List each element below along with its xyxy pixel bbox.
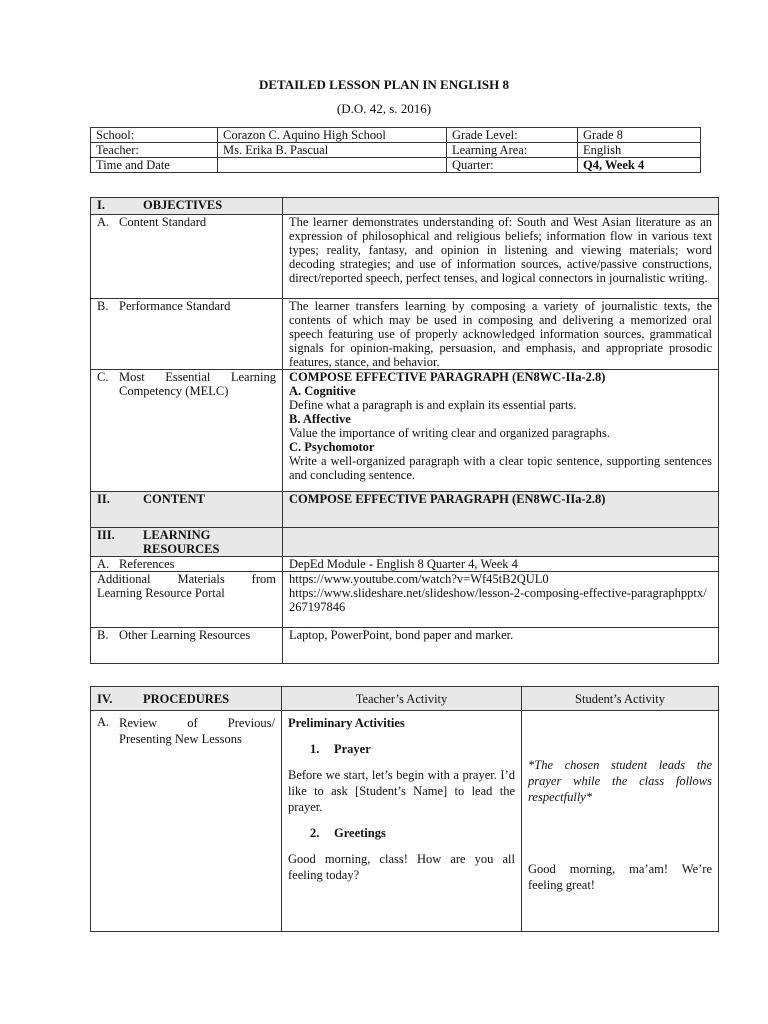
time-date-value — [218, 158, 447, 173]
document-title: DETAILED LESSON PLAN IN ENGLISH 8 — [258, 77, 510, 92]
prayer-title: Prayer — [334, 742, 371, 756]
objectives-table — [90, 197, 719, 664]
learning-resources-heading-blank — [283, 528, 719, 557]
learning-resources-heading — [91, 528, 283, 557]
section-title: OBJECTIVES — [143, 198, 223, 212]
table-row — [91, 528, 719, 557]
content-heading — [91, 492, 283, 528]
additional-materials-label: Additional Materials from Learning Resource Portal — [91, 572, 283, 628]
table-row — [91, 299, 719, 370]
other-resources-text: Laptop, PowerPoint, bond paper and marker. — [283, 628, 719, 664]
table-row — [91, 198, 719, 215]
table-row — [91, 370, 719, 492]
references-text: DepEd Module - English 8 Quarter 4, Week 4 — [283, 557, 719, 572]
performance-standard-text: The learner transfers learning by composing a variety of journalistic texts, the contents of which may be used in composing and delivering a memorized oral speech featuring use of properly acknowledged information sources, grammatical signals for opinion-making, persuasion, and emphasis, and appropriate prosodic features, stance, and behavior. — [283, 299, 719, 370]
content-text: COMPOSE EFFECTIVE PARAGRAPH (EN8WC-IIa-2.8) — [283, 492, 719, 528]
section-number: II. — [97, 492, 110, 506]
table-row — [91, 143, 701, 158]
school-value: Corazon C. Aquino High School — [218, 128, 447, 143]
section-title: PROCEDURES — [143, 691, 230, 706]
other-resources-label-cell — [91, 628, 283, 664]
table-row — [91, 572, 719, 628]
table-row — [91, 158, 701, 173]
objectives-heading — [91, 198, 283, 215]
melc-content-cell — [283, 370, 719, 492]
melc-label-cell — [91, 370, 283, 492]
section-number: IV. — [97, 691, 113, 706]
greetings-number: 2. — [310, 826, 320, 840]
performance-standard-label: Performance Standard — [119, 299, 231, 313]
psychomotor-text: Write a well-organized paragraph with a clear topic sentence, supporting sentences and concluding sentence. — [289, 454, 712, 482]
student-prayer-text: *The chosen student leads the prayer while the class follows respectfully* — [528, 758, 712, 804]
section-title: LEARNING RESOURCES — [143, 528, 220, 556]
table-row — [91, 711, 719, 932]
prayer-number: 1. — [310, 742, 320, 756]
item-letter: B. — [97, 628, 109, 642]
learning-area-value: English — [578, 143, 701, 158]
slideshare-link[interactable]: https://www.slideshare.net/slideshow/lesson-2-composing-effective-paragraphpptx/267197846 — [289, 586, 707, 614]
section-title: CONTENT — [143, 492, 205, 506]
content-standard-label-cell — [91, 215, 283, 299]
item-letter: A. — [97, 715, 110, 729]
header-info-table — [90, 127, 701, 173]
other-resources-label: Other Learning Resources — [119, 628, 251, 642]
greetings-text: Good morning, class! How are you all feeling today? — [288, 852, 515, 882]
item-letter: C. — [97, 370, 109, 384]
content-standard-text: The learner demonstrates understanding of: South and West Asian literature as an expression of philosophical and religious beliefs; information flow in various text types; reality, fantasy, and opinion in listening and viewing materials; word decoding strategies; and use of information sources, active/passive constructions, direct/reported speech, perfect tenses, and logical connectors in journalistic writing. — [283, 215, 719, 299]
section-number: III. — [97, 528, 115, 542]
cognitive-text: Define what a paragraph is and explain its essential parts. — [289, 398, 577, 412]
affective-text: Value the importance of writing clear and organized paragraphs. — [289, 426, 610, 440]
table-row — [91, 687, 719, 711]
procedures-heading — [91, 687, 282, 711]
table-row — [91, 128, 701, 143]
school-label: School: — [91, 128, 218, 143]
affective-heading: B. Affective — [289, 412, 351, 426]
references-label: References — [119, 557, 175, 571]
quarter-value: Q4, Week 4 — [578, 158, 701, 173]
melc-title: COMPOSE EFFECTIVE PARAGRAPH (EN8WC-IIa-2.8) — [289, 370, 606, 384]
links-cell — [283, 572, 719, 628]
greetings-title: Greetings — [334, 826, 386, 840]
procedures-table — [90, 686, 719, 932]
student-greeting-text: Good morning, ma’am! We’re feeling great! — [528, 862, 712, 892]
youtube-link[interactable]: https://www.youtube.com/watch?v=Wf45tB2QUL0 — [289, 572, 549, 586]
greetings-heading — [288, 825, 515, 841]
review-label: Review of Previous/ Presenting New Lessons — [119, 716, 275, 746]
learning-area-label: Learning Area: — [447, 143, 578, 158]
performance-standard-label-cell — [91, 299, 283, 370]
item-letter: A. — [97, 215, 110, 229]
time-date-label: Time and Date — [91, 158, 218, 173]
student-activity-cell — [522, 711, 719, 932]
table-row — [91, 628, 719, 664]
item-letter: B. — [97, 299, 109, 313]
objectives-heading-blank — [283, 198, 719, 215]
item-letter: A. — [97, 557, 110, 571]
preliminary-activities: Preliminary Activities — [288, 716, 405, 730]
table-row — [91, 215, 719, 299]
student-activity-header: Student’s Activity — [522, 687, 719, 711]
review-label-cell — [91, 711, 282, 932]
psychomotor-heading: C. Psychomotor — [289, 440, 375, 454]
section-number: I. — [97, 198, 105, 212]
grade-level-label: Grade Level: — [447, 128, 578, 143]
grade-level-value: Grade 8 — [578, 128, 701, 143]
teacher-activity-header: Teacher’s Activity — [282, 687, 522, 711]
teacher-value: Ms. Erika B. Pascual — [218, 143, 447, 158]
table-row — [91, 557, 719, 572]
prayer-text: Before we start, let’s begin with a prayer. I’d like to ask [Student’s Name] to lead the prayer. — [288, 768, 515, 814]
teacher-label: Teacher: — [91, 143, 218, 158]
table-row — [91, 492, 719, 528]
document-subtitle: (D.O. 42, s. 2016) — [336, 101, 432, 116]
cognitive-heading: A. Cognitive — [289, 384, 356, 398]
quarter-label: Quarter: — [447, 158, 578, 173]
content-standard-label: Content Standard — [119, 215, 207, 229]
prayer-heading — [288, 741, 515, 757]
melc-label: Most Essential Learning Competency (MELC) — [119, 370, 276, 398]
references-label-cell — [91, 557, 283, 572]
teacher-activity-cell — [282, 711, 522, 932]
